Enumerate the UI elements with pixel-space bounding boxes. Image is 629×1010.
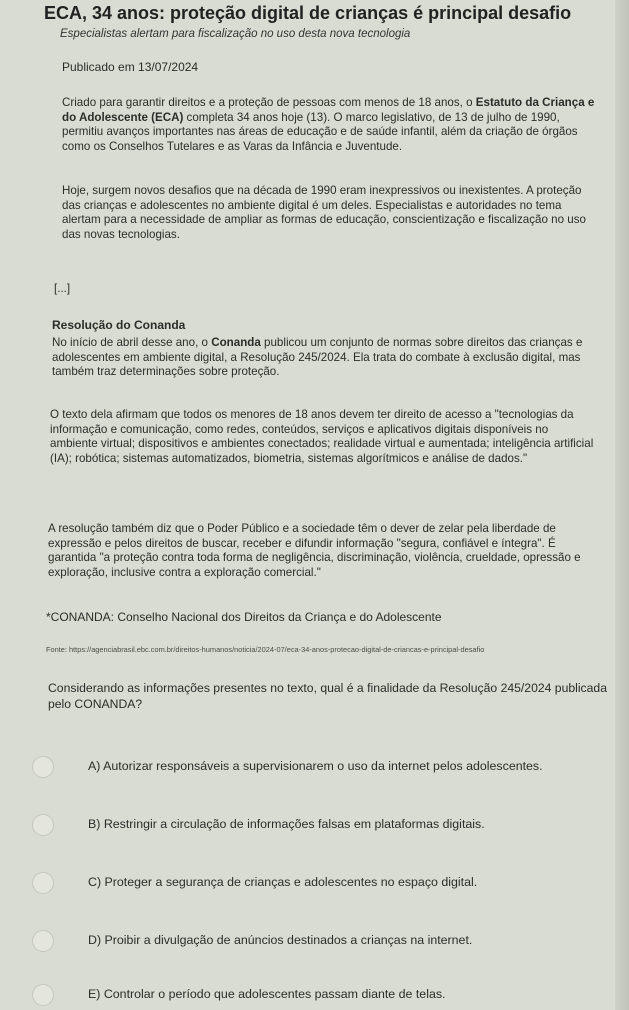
eca-emphasis: Estatuto da Criança e do Adolescente (ECA) <box>62 96 595 124</box>
article-headline: ECA, 34 anos: proteção digital de crianças é principal desafio <box>44 3 572 23</box>
answer-option-c[interactable] <box>0 870 629 896</box>
option-label: E) Controlar o período que adolescentes passam diante de telas. <box>88 987 446 1001</box>
section-title: Resolução do Conanda <box>52 318 186 332</box>
answer-option-a[interactable] <box>0 754 629 780</box>
paragraph-3: No início de abril desse ano, o Conanda publicou um conjunto de normas sobre direitos das crianças e adolescentes em ambiente digital, a Resolução 245/2024. Ela trata do combate à exclusão digital, mas também traz determinações sobre proteção. <box>52 336 583 379</box>
radio-button[interactable] <box>32 756 54 778</box>
option-label: D) Proibir a divulgação de anúncios destinados a crianças na internet. <box>88 933 473 947</box>
answer-option-b[interactable] <box>0 812 629 838</box>
article-subtitle: Especialistas alertam para fiscalização no uso desta nova tecnologia <box>60 28 411 40</box>
radio-button[interactable] <box>32 984 54 1006</box>
paragraph-4: O texto dela afirmam que todos os menores de 18 anos devem ter direito de acesso a "tecnologias da informação e comunicação, como redes, conteúdos, serviços e aplicativos digitais disponíveis no ambiente virtual; dispositivos e ambientes conectados; realidade virtual e aumentada; inteligência artificial (IA); robótica; sistemas automatizados, biometria, sistemas algorítmicos e análise de dados." <box>50 408 594 465</box>
paragraph-2: Hoje, surgem novos desafios que na década de 1990 eram inexpressivos ou inexistentes. A proteção das crianças e adolescentes no ambiente digital é um deles. Especialistas e autoridades no tema alertam para a necessidade de ampliar as formas de educação, conscientização e fiscalização no uso das novas tecnologias. <box>62 184 586 241</box>
radio-button[interactable] <box>32 814 54 836</box>
answer-option-e[interactable] <box>0 982 629 1008</box>
radio-button[interactable] <box>32 872 54 894</box>
answer-option-d[interactable] <box>0 928 629 954</box>
conanda-emphasis: Conanda <box>211 336 261 349</box>
option-label: C) Proteger a segurança de crianças e adolescentes no espaço digital. <box>88 875 478 889</box>
source-link[interactable]: Fonte: https://agenciabrasil.ebc.com.br/direitos-humanos/noticia/2024-07/eca-34-anos-protecao-digital-de-criancas-e-principal-desafio <box>46 645 485 654</box>
question-prompt: Considerando as informações presentes no texto, qual é a finalidade da Resolução 245/2024 publicada pelo CONANDA? <box>48 681 607 711</box>
option-label: A) Autorizar responsáveis a supervisionarem o uso da internet pelos adolescentes. <box>88 759 543 773</box>
publication-date: Publicado em 13/07/2024 <box>62 60 199 74</box>
ellipsis: [...] <box>54 282 71 295</box>
page-edge <box>615 0 629 1010</box>
paragraph-5: A resolução também diz que o Poder Público e a sociedade têm o dever de zelar pela liberdade de expressão e pelos direitos de buscar, receber e difundir informação "segura, confiável e íntegra". É garantida "a proteção contra toda forma de negligência, discriminação, violência, crueldade, opressão e exploração, inclusive contra a exploração comercial." <box>48 522 581 579</box>
paragraph-1: Criado para garantir direitos e a proteção de pessoas com menos de 18 anos, o Estatuto da Criança e do Adolescente (ECA) completa 34 anos hoje (13). O marco legislativo, de 13 de julho de 1990, permitiu avanços importantes nas áreas de educação e de saúde infantil, além da criação de órgãos como os Conselhos Tutelares e as Varas da Infância e Juventude. <box>62 96 595 153</box>
option-label: B) Restringir a circulação de informações falsas em plataformas digitais. <box>88 817 485 831</box>
footnote: *CONANDA: Conselho Nacional dos Direitos da Criança e do Adolescente <box>46 610 442 624</box>
radio-button[interactable] <box>32 930 54 952</box>
